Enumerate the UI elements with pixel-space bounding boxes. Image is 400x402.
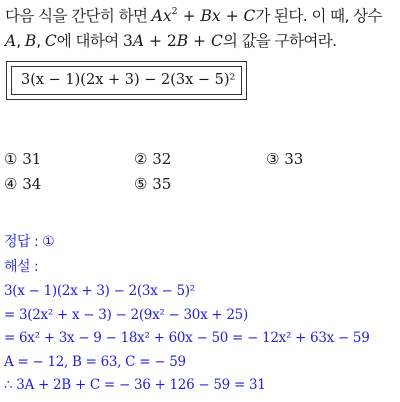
choice-2-value: 32	[152, 150, 172, 168]
choice-1-value: 31	[22, 150, 42, 168]
choice-4-symbol: ④	[4, 175, 18, 193]
choice-5-symbol: ⑤	[134, 175, 148, 193]
choice-5[interactable]	[134, 175, 171, 193]
choice-5-value: 35	[152, 175, 172, 193]
choice-4[interactable]	[4, 175, 41, 193]
question-text	[5, 4, 397, 54]
question-line-1	[5, 4, 397, 29]
choice-3-symbol: ③	[266, 150, 280, 168]
choice-2-symbol: ②	[134, 150, 148, 168]
answer-choices	[4, 150, 396, 200]
given-expression: 3(x − 1)(2x + 3) − 2(3x − 5)²	[21, 72, 236, 88]
choice-2[interactable]	[134, 150, 171, 168]
explanation-label: 해설 :	[4, 259, 39, 275]
choice-row-1	[4, 150, 396, 175]
choice-1[interactable]	[4, 150, 41, 168]
target-expression: 3A + 2B + C	[122, 32, 223, 50]
constants-list: A	[5, 32, 17, 50]
solution-step-2: = 3(2x² + x − 3) − 2(9x² − 30x + 25)	[4, 306, 248, 323]
solution-step-4: A = − 12, B = 63, C = − 59	[4, 353, 186, 370]
solution-step-3: = 6x² + 3x − 9 − 18x² + 60x − 50 = − 12x² + 63x − 59	[4, 330, 370, 346]
question-line1-prefix: 다음 식을 간단히 하면	[5, 7, 152, 25]
polynomial-form: $Ax^2 + Bx + C$	[151, 5, 256, 25]
solution-step-5: ∴ 3A + 2B + C = − 36 + 126 − 59 = 31	[4, 377, 266, 393]
question-line-2: A, B, C에 대하여 3A + 2B + C의 값을 구하여라.	[5, 32, 337, 50]
choice-3[interactable]	[266, 150, 303, 168]
choice-1-symbol: ①	[4, 150, 18, 168]
choice-row-2	[4, 175, 396, 200]
expression-box	[6, 61, 247, 100]
solution-step-1: 3(x − 1)(2x + 3) − 2(3x − 5)²	[4, 283, 195, 299]
solution-section	[4, 230, 398, 398]
question-line2-prefix: 에 대하여	[56, 32, 123, 50]
choice-3-value: 33	[284, 150, 304, 168]
question-line2-suffix: 의 값을 구하여라.	[222, 32, 337, 50]
question-line1-suffix: 가 된다. 이 때, 상수	[255, 7, 382, 25]
answer-label: 정답 : ①	[4, 234, 55, 250]
choice-4-value: 34	[22, 175, 42, 193]
